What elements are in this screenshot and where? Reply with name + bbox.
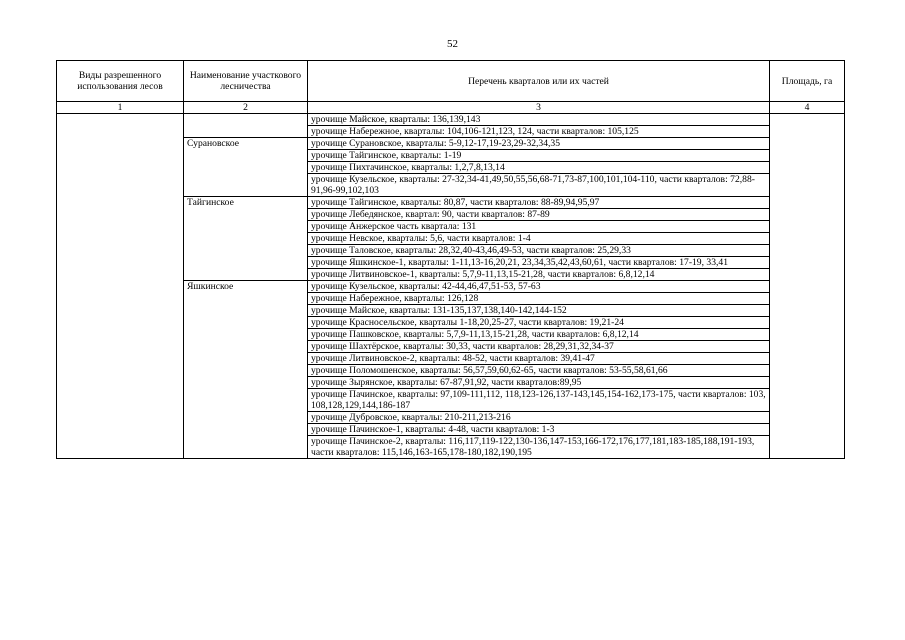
quarters-list-cell: урочище Тайгинское, кварталы: 80,87, части кварталов: 88-89,94,95,97 bbox=[308, 197, 770, 209]
table-row bbox=[57, 114, 845, 126]
quarters-list-cell: урочище Набережное, кварталы: 104,106-121,123, 124, части кварталов: 105,125 bbox=[308, 126, 770, 138]
header-usage-type: Виды разрешенного использования лесов bbox=[57, 61, 184, 102]
quarters-list-cell: урочище Сурановское, кварталы: 5-9,12-17,19-23,29-32,34,35 bbox=[308, 138, 770, 150]
header-quarters-list: Перечень кварталов или их частей bbox=[308, 61, 770, 102]
header-area: Площадь, га bbox=[770, 61, 845, 102]
col-number-3: 3 bbox=[308, 102, 770, 114]
col-number-1: 1 bbox=[57, 102, 184, 114]
quarters-list-cell: урочище Таловское, кварталы: 28,32,40-43,46,49-53, части кварталов: 25,29,33 bbox=[308, 245, 770, 257]
col-number-4: 4 bbox=[770, 102, 845, 114]
quarters-list-cell: урочище Невское, кварталы: 5,6, части кварталов: 1-4 bbox=[308, 233, 770, 245]
area-cell bbox=[770, 114, 845, 459]
quarters-list-cell: урочище Майское, кварталы: 136,139,143 bbox=[308, 114, 770, 126]
quarters-list-cell: урочище Литвиновское-2, кварталы: 48-52, части кварталов: 39,41-47 bbox=[308, 353, 770, 365]
usage-type-cell bbox=[57, 114, 184, 459]
quarters-list-cell: урочище Пачинское-1, кварталы: 4-48, части кварталов: 1-3 bbox=[308, 424, 770, 436]
forestry-name: Яшкинское bbox=[184, 281, 308, 459]
col-number-2: 2 bbox=[184, 102, 308, 114]
quarters-list-cell: урочище Пихтачинское, кварталы: 1,2,7,8,13,14 bbox=[308, 162, 770, 174]
quarters-list-cell: урочище Пачинское-2, кварталы: 116,117,119-122,130-136,147-153,166-172,176,177,181,183-185,188,191-193, части кварталов: 115,146,163-165,178-180,182,190,195 bbox=[308, 436, 770, 459]
header-forestry-name: Наименование участкового лесничества bbox=[184, 61, 308, 102]
quarters-list-cell: урочище Кузельское, кварталы: 42-44,46,47,51-53, 57-63 bbox=[308, 281, 770, 293]
forest-quarters-table bbox=[56, 60, 845, 459]
quarters-list-cell: урочище Кузельское, кварталы: 27-32,34-41,49,50,55,56,68-71,73-87,100,101,104-110, части кварталов: 72,88-91,96-99,102,103 bbox=[308, 174, 770, 197]
forestry-name: Тайгинское bbox=[184, 197, 308, 281]
quarters-list-cell: урочище Майское, кварталы: 131-135,137,138,140-142,144-152 bbox=[308, 305, 770, 317]
forestry-name bbox=[184, 114, 308, 138]
quarters-list-cell: урочище Тайгинское, кварталы: 1-19 bbox=[308, 150, 770, 162]
quarters-list-cell: урочище Поломошенское, кварталы: 56,57,59,60,62-65, части кварталов: 53-55,58,61,66 bbox=[308, 365, 770, 377]
quarters-list-cell: урочище Зырянское, кварталы: 67-87,91,92, части кварталов:89,95 bbox=[308, 377, 770, 389]
page-number: 52 bbox=[447, 38, 458, 50]
quarters-list-cell: урочище Анжерское часть квартала: 131 bbox=[308, 221, 770, 233]
forestry-name: Сурановское bbox=[184, 138, 308, 197]
quarters-list-cell: урочище Дубровское, кварталы: 210-211,213-216 bbox=[308, 412, 770, 424]
quarters-list-cell: урочище Шахтёрское, кварталы: 30,33, части кварталов: 28,29,31,32,34-37 bbox=[308, 341, 770, 353]
quarters-list-cell: урочище Пашковское, кварталы: 5,7,9-11,13,15-21,28, части кварталов: 6,8,12,14 bbox=[308, 329, 770, 341]
quarters-list-cell: урочище Пачинское, кварталы: 97,109-111,112, 118,123-126,137-143,145,154-162,173-175, части кварталов: 103, 108,128,129,144,186-187 bbox=[308, 389, 770, 412]
quarters-list-cell: урочище Красносельское, кварталы 1-18,20,25-27, части кварталов: 19,21-24 bbox=[308, 317, 770, 329]
quarters-list-cell: урочище Литвиновское-1, кварталы: 5,7,9-11,13,15-21,28, части кварталов: 6,8,12,14 bbox=[308, 269, 770, 281]
quarters-list-cell: урочище Набережное, кварталы: 126,128 bbox=[308, 293, 770, 305]
table-body bbox=[57, 114, 845, 459]
quarters-list-cell: урочище Лебедянское, квартал: 90, части кварталов: 87-89 bbox=[308, 209, 770, 221]
quarters-list-cell: урочище Яшкинское-1, кварталы: 1-11,13-16,20,21, 23,34,35,42,43,60,61, части кварталов: 17-19, 33,41 bbox=[308, 257, 770, 269]
